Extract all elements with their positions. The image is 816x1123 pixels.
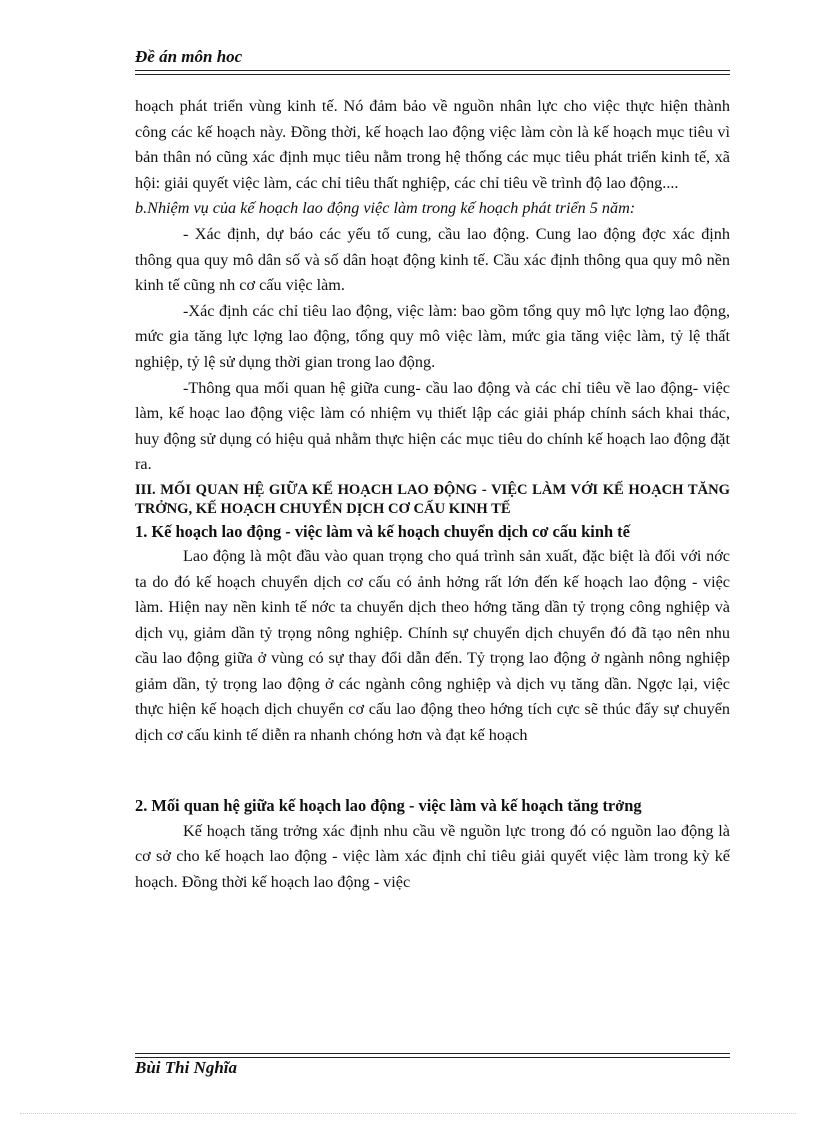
paragraph-intro: hoạch phát triển vùng kinh tế. Nó đảm bảo về nguồn nhân lực cho việc thực hiện thành công các kế hoạch này. Đồng thời, kế hoạch lao động việc làm còn là kế hoạch mục tiêu vì bản thân nó cũng xác định mục tiêu nằm trong hệ thống các mục tiêu phát triển kinh tế, xã hội: giải quyết việc làm, các chỉ tiêu thất nghiệp, các chỉ tiêu về trình độ lao động.... xyxy=(135,97,730,192)
paragraph-growth: Kế hoạch tăng trởng xác định nhu cầu về nguồn lực trong đó có nguồn lao động là cơ sở cho kế hoạch lao động - việc làm xác định chỉ tiêu giải quyết việc làm trong kỳ kế hoạch. Đồng thời kế hoạch lao động - việc xyxy=(135,821,730,891)
header-rule-bottom xyxy=(135,74,730,75)
footer-author: Bùi Thi Nghĩa xyxy=(135,1058,238,1077)
paragraph-restructuring: Lao động là một đầu vào quan trọng cho quá trình sản xuất, đặc biệt là đối với nớc ta do đó kế hoạch chuyển dịch cơ cấu có ảnh hởng rất lớn đến kế hoạch lao động - việc làm. Hiện nay nền kinh tế nớc ta chuyển dịch theo hớng tăng dần tỷ trọng công nghiệp và dịch vụ, giảm dần tỷ trọng nông nghiệp. Chính sự chuyển dịch chuyển đó đã tạo nên nhu cầu lao động giữa ở vùng có sự thay đổi dẫn đến. Tỷ trọng lao động ở ngành nông nghiệp giảm dần, tỷ trọng lao động ở các ngành công nghiệp và dịch vụ tăng dần. Ngợc lại, việc thực hiện kế hoạch dịch chuyển cơ cấu lao động theo hớng tích cực sẽ thúc đẩy sự chuyển dịch cơ cấu kinh tế diễn ra nhanh chóng hơn và đạt kế hoạch xyxy=(135,546,730,745)
header-title: Đề án môn hoc xyxy=(135,47,243,66)
header-rule-top xyxy=(135,70,730,71)
page-bottom-dotted-line xyxy=(20,1113,796,1114)
paragraph-solutions: -Thông qua mối quan hệ giữa cung- cầu lao động và các chỉ tiêu về lao động- việc làm, kế hoạc lao động việc làm có nhiệm vụ thiết lập các giải pháp chính sách khai thác, huy động sử dụng có hiệu quả nhằm thực hiện các mục tiêu do chính kế hoạch lao động đặt ra. xyxy=(135,378,730,474)
footer-rule-top xyxy=(135,1053,730,1054)
paragraph-indicators: -Xác định các chỉ tiêu lao động, việc làm: bao gồm tổng quy mô lực lợng lao động, mức gia tăng lực lợng lao động, tổng quy mô việc làm, mức gia tăng việc làm, tỷ lệ thất nghiệp, tỷ lệ sử dụng thời gian trong lao động. xyxy=(135,301,730,371)
document-body xyxy=(135,94,730,895)
subheading-tasks: b.Nhiệm vụ của kế hoạch lao động việc làm trong kế hoạch phát triển 5 năm: xyxy=(135,199,636,218)
section-heading-iii: III. MỐI QUAN HỆ GIỮA KẾ HOẠCH LAO ĐỘNG - VIỆC LÀM VỚI KẾ HOẠCH TĂNG TRỞNG, KẾ HOẠCH CHUYỂN DỊCH CƠ CẤU KINH TẾ xyxy=(135,481,730,517)
heading-growth: 2. Mối quan hệ giữa kế hoạch lao động - việc làm và kế hoạch tăng trởng xyxy=(135,795,642,815)
heading-restructuring: 1. Kế hoạch lao động - việc làm và kế hoạch chuyển dịch cơ cấu kinh tế xyxy=(135,521,630,541)
paragraph-forecast: - Xác định, dự báo các yếu tố cung, cầu lao động. Cung lao động đợc xác định thông qua quy mô dân số và số dân hoạt động kinh tế. Cầu xác định thông qua quy mô nền kinh tế cũng nh cơ cấu việc làm. xyxy=(135,224,730,295)
